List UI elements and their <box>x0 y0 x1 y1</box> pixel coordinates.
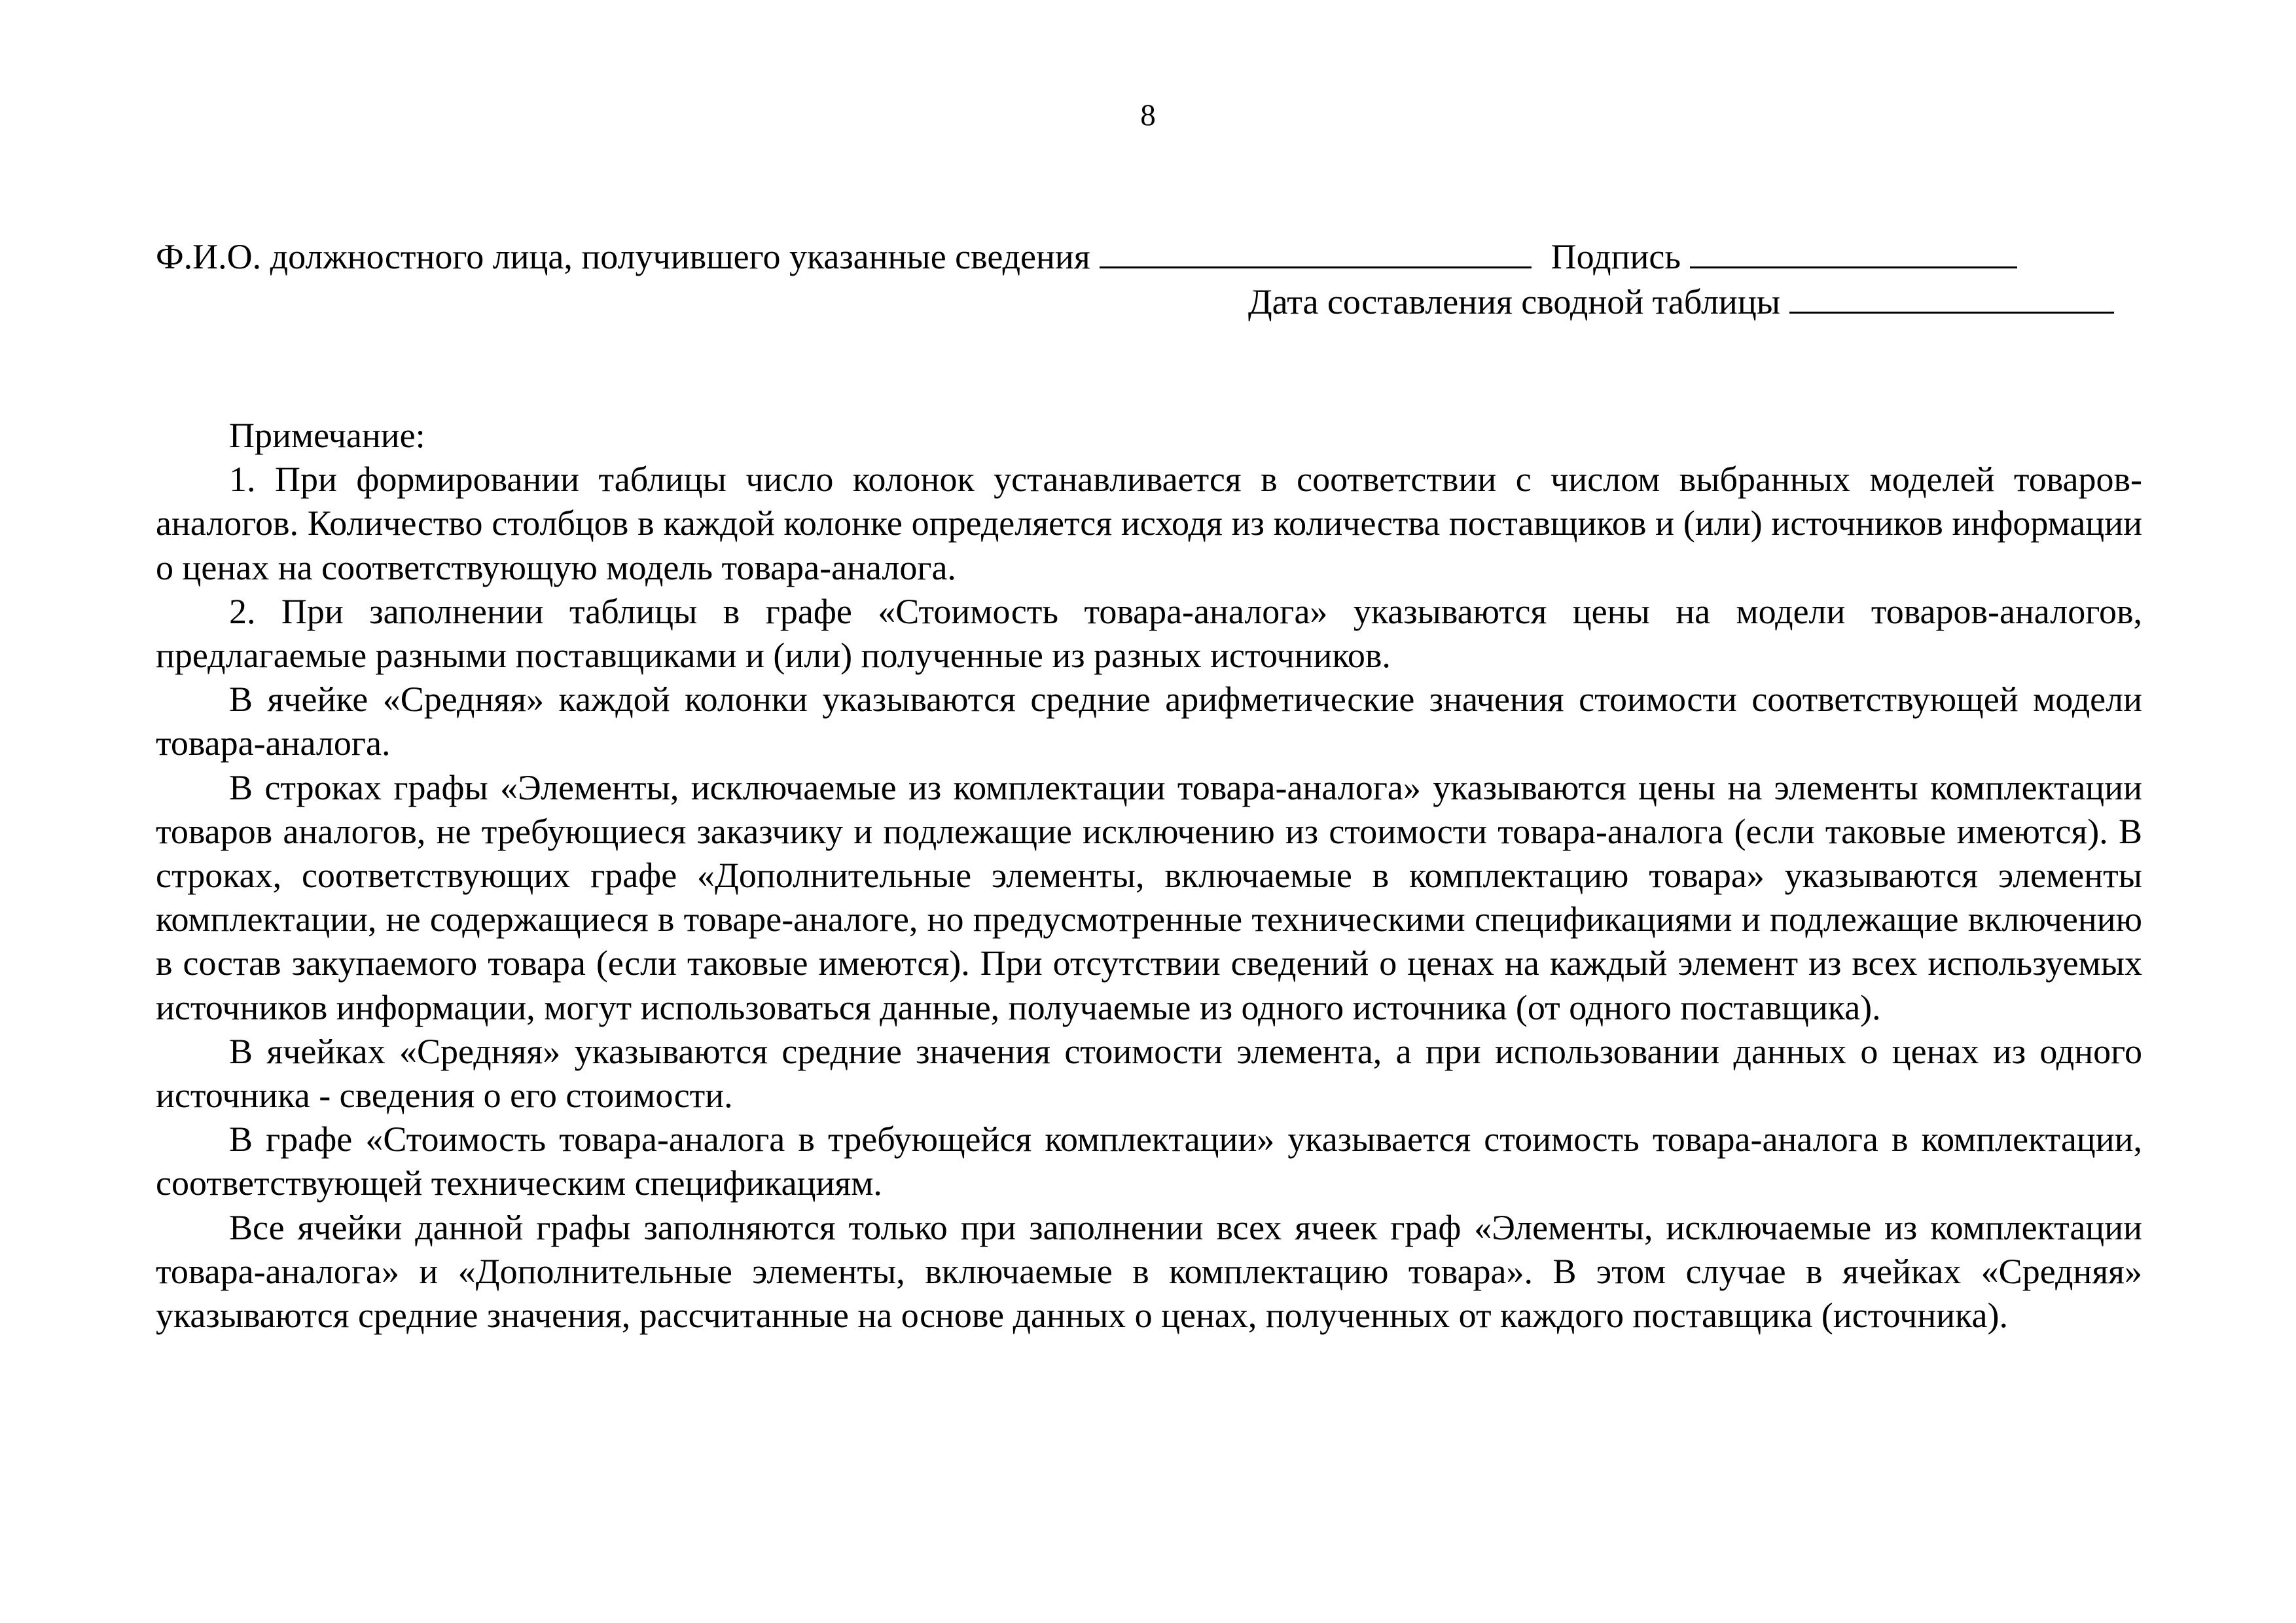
note-paragraph: 2. При заполнении таблицы в графе «Стоимость товара-аналога» указываются цены на модели товаров-аналогов, предлагаемые разными поставщиками и (или) полученные из разных источников. <box>156 591 2142 676</box>
official-name-field[interactable] <box>1100 232 1532 268</box>
page-number: 8 <box>1140 98 1156 132</box>
signature-field[interactable] <box>1690 232 2017 268</box>
notes-heading: Примечание: <box>229 416 425 455</box>
note-paragraph: В ячейке «Средняя» каждой колонки указываются средние арифметические значения стоимости соответствующей модели товара-аналога. <box>156 680 2142 763</box>
note-paragraph: Все ячейки данной графы заполняются только при заполнении всех ячеек граф «Элементы, исключаемые из комплектации товара-аналога» и «Дополнительные элементы, включаемые в комплектацию товара». В этом случае в ячейках «Средняя» указываются средние значения, рассчитанные на основе данных о ценах, полученных от каждого поставщика (источника). <box>156 1207 2142 1336</box>
signature-label: Подпись <box>1551 237 1681 276</box>
date-field[interactable] <box>1789 278 2114 314</box>
note-paragraph: В строках графы «Элементы, исключаемые из комплектации товара-аналога» указываются цены на элементы комплектации товаров аналогов, не требующиеся заказчику и подлежащие исключению из стоимости товара-аналога (если таковые имеются). В строках, соответствующих графе «Дополнительные элементы, включаемые в комплектацию товара» указываются элементы комплектации, не содержащиеся в товаре-аналоге, но предусмотренные техническими спецификациями и подлежащие включению в состав закупаемого товара (если таковые имеются). При отсутствии сведений о ценах на каждый элемент из всех используемых источников информации, могут использоваться данные, получаемые из одного источника (от одного поставщика). <box>156 767 2142 1027</box>
note-paragraph: В ячейках «Средняя» указываются средние значения стоимости элемента, а при использовании данных о ценах из одного источника - сведения о его стоимости. <box>156 1031 2142 1116</box>
note-paragraph: 1. При формировании таблицы число колонок устанавливается в соответствии с числом выбранных моделей товаров-аналогов. Количество столбцов в каждой колонке определяется исходя из количества поставщиков и (или) источников информации о ценах на соответствующую модель товара-аналога. <box>156 460 2142 587</box>
note-paragraph: В графе «Стоимость товара-аналога в требующейся комплектации» указывается стоимость товара-аналога в комплектации, соответствующей техническим спецификациям. <box>156 1120 2142 1203</box>
notes-section <box>156 414 2142 1338</box>
signature-line <box>156 232 2139 280</box>
official-name-label: Ф.И.О. должностного лица, получившего указанные сведения <box>156 237 1090 276</box>
date-line <box>156 278 2114 325</box>
date-label: Дата составления сводной таблицы <box>1247 282 1780 321</box>
